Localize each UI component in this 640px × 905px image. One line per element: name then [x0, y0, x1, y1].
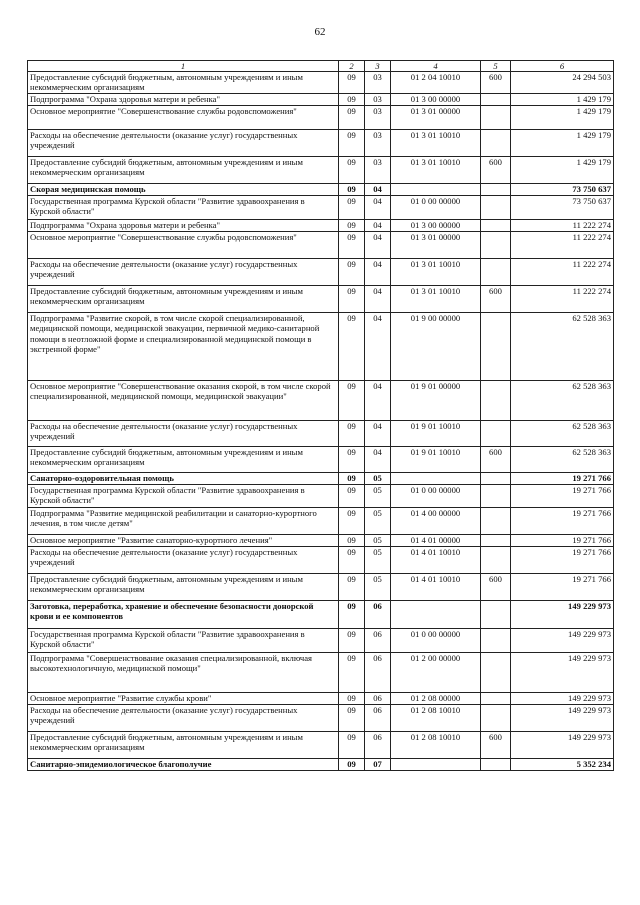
row-expense-type [481, 484, 511, 507]
table-row [28, 183, 614, 195]
row-target-code [391, 183, 481, 195]
row-name: Государственная программа Курской области "Развитие здравоохранения в Курской области" [28, 484, 339, 507]
row-target-code: 01 3 01 00000 [391, 105, 481, 129]
row-amount: 1 429 179 [511, 93, 614, 105]
row-target-code: 01 9 01 00000 [391, 380, 481, 420]
row-section: 09 [339, 195, 365, 219]
row-expense-type [481, 546, 511, 573]
row-amount: 149 229 973 [511, 731, 614, 758]
row-expense-type: 600 [481, 156, 511, 183]
row-amount: 73 750 637 [511, 195, 614, 219]
table-row [28, 573, 614, 600]
row-subsection: 04 [365, 285, 391, 312]
row-name: Основное мероприятие "Совершенствование службы родовспоможения" [28, 231, 339, 258]
table-row [28, 446, 614, 472]
row-amount: 1 429 179 [511, 129, 614, 156]
row-amount: 1 429 179 [511, 105, 614, 129]
row-name: Предоставление субсидий бюджетным, автономным учреждениям и иным некоммерческим организациям [28, 285, 339, 312]
row-section: 09 [339, 446, 365, 472]
row-expense-type [481, 628, 511, 652]
row-target-code: 01 2 08 00000 [391, 692, 481, 704]
row-name: Предоставление субсидий бюджетным, автономным учреждениям и иным некоммерческим организациям [28, 72, 339, 94]
row-amount: 149 229 973 [511, 692, 614, 704]
row-subsection: 05 [365, 573, 391, 600]
row-amount: 62 528 363 [511, 420, 614, 446]
row-subsection: 05 [365, 534, 391, 546]
table-row [28, 534, 614, 546]
row-name: Санитарно-эпидемиологическое благополучие [28, 758, 339, 770]
header-col-5: 5 [481, 61, 511, 72]
row-section: 09 [339, 93, 365, 105]
row-section: 09 [339, 758, 365, 770]
row-target-code: 01 4 01 10010 [391, 546, 481, 573]
row-amount: 62 528 363 [511, 380, 614, 420]
row-expense-type [481, 258, 511, 285]
row-name: Предоставление субсидий бюджетным, автономным учреждениям и иным некоммерческим организациям [28, 446, 339, 472]
row-target-code: 01 3 01 00000 [391, 231, 481, 258]
row-target-code: 01 2 00 00000 [391, 652, 481, 692]
row-expense-type [481, 231, 511, 258]
header-col-4: 4 [391, 61, 481, 72]
table-row [28, 285, 614, 312]
row-section: 09 [339, 692, 365, 704]
row-expense-type [481, 704, 511, 731]
budget-table [27, 60, 614, 771]
row-target-code: 01 3 01 10010 [391, 129, 481, 156]
row-section: 09 [339, 472, 365, 484]
row-subsection: 04 [365, 312, 391, 380]
row-name: Расходы на обеспечение деятельности (оказание услуг) государственных учреждений [28, 420, 339, 446]
row-subsection: 06 [365, 600, 391, 628]
row-amount: 19 271 766 [511, 484, 614, 507]
row-subsection: 04 [365, 446, 391, 472]
row-section: 09 [339, 285, 365, 312]
row-target-code [391, 472, 481, 484]
row-expense-type [481, 692, 511, 704]
table-row [28, 472, 614, 484]
table-row [28, 731, 614, 758]
row-name: Предоставление субсидий бюджетным, автономным учреждениям и иным некоммерческим организациям [28, 573, 339, 600]
row-amount: 149 229 973 [511, 652, 614, 692]
header-row [28, 61, 614, 72]
row-subsection: 04 [365, 219, 391, 231]
row-amount: 11 222 274 [511, 285, 614, 312]
row-name: Расходы на обеспечение деятельности (оказание услуг) государственных учреждений [28, 129, 339, 156]
table-row [28, 692, 614, 704]
row-subsection: 04 [365, 231, 391, 258]
row-target-code: 01 9 01 10010 [391, 420, 481, 446]
row-subsection: 04 [365, 380, 391, 420]
row-name: Заготовка, переработка, хранение и обеспечение безопасности донорской крови и ее компонентов [28, 600, 339, 628]
table-row [28, 652, 614, 692]
row-name: Расходы на обеспечение деятельности (оказание услуг) государственных учреждений [28, 546, 339, 573]
table-row [28, 758, 614, 770]
row-name: Государственная программа Курской области "Развитие здравоохранения в Курской области" [28, 628, 339, 652]
row-name: Расходы на обеспечение деятельности (оказание услуг) государственных учреждений [28, 258, 339, 285]
row-section: 09 [339, 628, 365, 652]
row-expense-type [481, 105, 511, 129]
row-subsection: 06 [365, 704, 391, 731]
table-body [28, 72, 614, 771]
row-expense-type: 600 [481, 446, 511, 472]
row-expense-type [481, 534, 511, 546]
row-expense-type [481, 93, 511, 105]
row-expense-type: 600 [481, 285, 511, 312]
row-expense-type [481, 420, 511, 446]
row-subsection: 06 [365, 628, 391, 652]
row-expense-type [481, 195, 511, 219]
row-subsection: 05 [365, 546, 391, 573]
table-row [28, 156, 614, 183]
row-expense-type [481, 472, 511, 484]
row-subsection: 06 [365, 731, 391, 758]
row-target-code: 01 4 01 10010 [391, 573, 481, 600]
row-name: Подпрограмма "Развитие медицинской реабилитации и санаторно-курортного лечения, в том числе детям" [28, 507, 339, 534]
row-subsection: 03 [365, 129, 391, 156]
table-row [28, 219, 614, 231]
row-name: Подпрограмма "Охрана здоровья матери и ребенка" [28, 93, 339, 105]
row-section: 09 [339, 183, 365, 195]
table-row [28, 72, 614, 94]
row-subsection: 05 [365, 507, 391, 534]
table-row [28, 628, 614, 652]
table-row [28, 507, 614, 534]
row-section: 09 [339, 652, 365, 692]
row-section: 09 [339, 129, 365, 156]
row-subsection: 06 [365, 652, 391, 692]
row-section: 09 [339, 72, 365, 94]
row-amount: 1 429 179 [511, 156, 614, 183]
row-expense-type [481, 600, 511, 628]
row-section: 09 [339, 420, 365, 446]
row-target-code: 01 0 00 00000 [391, 484, 481, 507]
row-expense-type [481, 652, 511, 692]
row-target-code: 01 4 01 00000 [391, 534, 481, 546]
row-name: Санаторно-оздоровительная помощь [28, 472, 339, 484]
row-name: Расходы на обеспечение деятельности (оказание услуг) государственных учреждений [28, 704, 339, 731]
row-section: 09 [339, 156, 365, 183]
row-target-code: 01 4 00 00000 [391, 507, 481, 534]
table-header [28, 61, 614, 72]
row-subsection: 05 [365, 472, 391, 484]
row-section: 09 [339, 546, 365, 573]
table-row [28, 129, 614, 156]
table-row [28, 93, 614, 105]
row-name: Подпрограмма "Охрана здоровья матери и ребенка" [28, 219, 339, 231]
row-subsection: 03 [365, 93, 391, 105]
row-name: Основное мероприятие "Развитие службы крови" [28, 692, 339, 704]
table-row [28, 195, 614, 219]
row-expense-type [481, 380, 511, 420]
row-amount: 24 294 503 [511, 72, 614, 94]
row-name: Основное мероприятие "Развитие санаторно-курортного лечения" [28, 534, 339, 546]
table-row [28, 105, 614, 129]
row-subsection: 06 [365, 692, 391, 704]
row-section: 09 [339, 600, 365, 628]
row-subsection: 03 [365, 156, 391, 183]
row-expense-type [481, 312, 511, 380]
row-name: Основное мероприятие "Совершенствование службы родовспоможения" [28, 105, 339, 129]
row-amount: 149 229 973 [511, 704, 614, 731]
row-target-code [391, 758, 481, 770]
row-target-code: 01 2 04 10010 [391, 72, 481, 94]
row-section: 09 [339, 731, 365, 758]
row-target-code: 01 2 08 10010 [391, 704, 481, 731]
row-target-code: 01 3 00 00000 [391, 219, 481, 231]
row-target-code: 01 3 01 10010 [391, 285, 481, 312]
row-expense-type [481, 758, 511, 770]
row-section: 09 [339, 704, 365, 731]
row-name: Скорая медицинская помощь [28, 183, 339, 195]
row-amount: 5 352 234 [511, 758, 614, 770]
row-section: 09 [339, 380, 365, 420]
header-col-6: 6 [511, 61, 614, 72]
row-target-code [391, 600, 481, 628]
row-amount: 11 222 274 [511, 231, 614, 258]
row-amount: 19 271 766 [511, 472, 614, 484]
row-subsection: 04 [365, 183, 391, 195]
row-amount: 19 271 766 [511, 546, 614, 573]
row-subsection: 03 [365, 72, 391, 94]
row-expense-type [481, 183, 511, 195]
row-amount: 11 222 274 [511, 258, 614, 285]
row-section: 09 [339, 231, 365, 258]
row-expense-type [481, 219, 511, 231]
page-number: 62 [314, 26, 326, 38]
row-name: Подпрограмма "Совершенствование оказания специализированной, включая высокотехнологичную, медицинской помощи" [28, 652, 339, 692]
row-target-code: 01 2 08 10010 [391, 731, 481, 758]
row-amount: 73 750 637 [511, 183, 614, 195]
row-amount: 19 271 766 [511, 573, 614, 600]
table-row [28, 380, 614, 420]
row-section: 09 [339, 105, 365, 129]
row-expense-type [481, 507, 511, 534]
row-name: Государственная программа Курской области "Развитие здравоохранения в Курской области" [28, 195, 339, 219]
header-col-2: 2 [339, 61, 365, 72]
row-subsection: 04 [365, 258, 391, 285]
table-row [28, 704, 614, 731]
row-name: Предоставление субсидий бюджетным, автономным учреждениям и иным некоммерческим организациям [28, 156, 339, 183]
row-section: 09 [339, 573, 365, 600]
row-section: 09 [339, 312, 365, 380]
row-amount: 19 271 766 [511, 534, 614, 546]
header-col-3: 3 [365, 61, 391, 72]
row-expense-type: 600 [481, 72, 511, 94]
row-amount: 19 271 766 [511, 507, 614, 534]
table-row [28, 484, 614, 507]
row-amount: 149 229 973 [511, 600, 614, 628]
row-name: Основное мероприятие "Совершенствование оказания скорой, в том числе скорой специализированной, медицинской помощи, медицинской эвакуации" [28, 380, 339, 420]
row-section: 09 [339, 219, 365, 231]
row-target-code: 01 9 00 00000 [391, 312, 481, 380]
row-amount: 11 222 274 [511, 219, 614, 231]
row-section: 09 [339, 507, 365, 534]
row-section: 09 [339, 258, 365, 285]
row-section: 09 [339, 484, 365, 507]
header-col-1: 1 [28, 61, 339, 72]
row-subsection: 04 [365, 420, 391, 446]
row-target-code: 01 0 00 00000 [391, 628, 481, 652]
row-target-code: 01 3 01 10010 [391, 156, 481, 183]
row-subsection: 05 [365, 484, 391, 507]
row-expense-type: 600 [481, 731, 511, 758]
table-row [28, 231, 614, 258]
row-subsection: 04 [365, 195, 391, 219]
row-target-code: 01 3 01 10010 [391, 258, 481, 285]
table-row [28, 546, 614, 573]
row-target-code: 01 0 00 00000 [391, 195, 481, 219]
row-subsection: 03 [365, 105, 391, 129]
table-row [28, 258, 614, 285]
row-subsection: 07 [365, 758, 391, 770]
row-target-code: 01 3 00 00000 [391, 93, 481, 105]
table-row [28, 420, 614, 446]
row-amount: 62 528 363 [511, 446, 614, 472]
row-name: Подпрограмма "Развитие скорой, в том числе скорой специализированной, медицинской помощи, медицинской эвакуации, первичной медико-санитарной помощи в неотложной форме и специализированной медицинской помощи в экстренной форме" [28, 312, 339, 380]
row-expense-type: 600 [481, 573, 511, 600]
table-row [28, 312, 614, 380]
row-section: 09 [339, 534, 365, 546]
row-target-code: 01 9 01 10010 [391, 446, 481, 472]
row-name: Предоставление субсидий бюджетным, автономным учреждениям и иным некоммерческим организациям [28, 731, 339, 758]
table-row [28, 600, 614, 628]
row-amount: 149 229 973 [511, 628, 614, 652]
row-expense-type [481, 129, 511, 156]
row-amount: 62 528 363 [511, 312, 614, 380]
